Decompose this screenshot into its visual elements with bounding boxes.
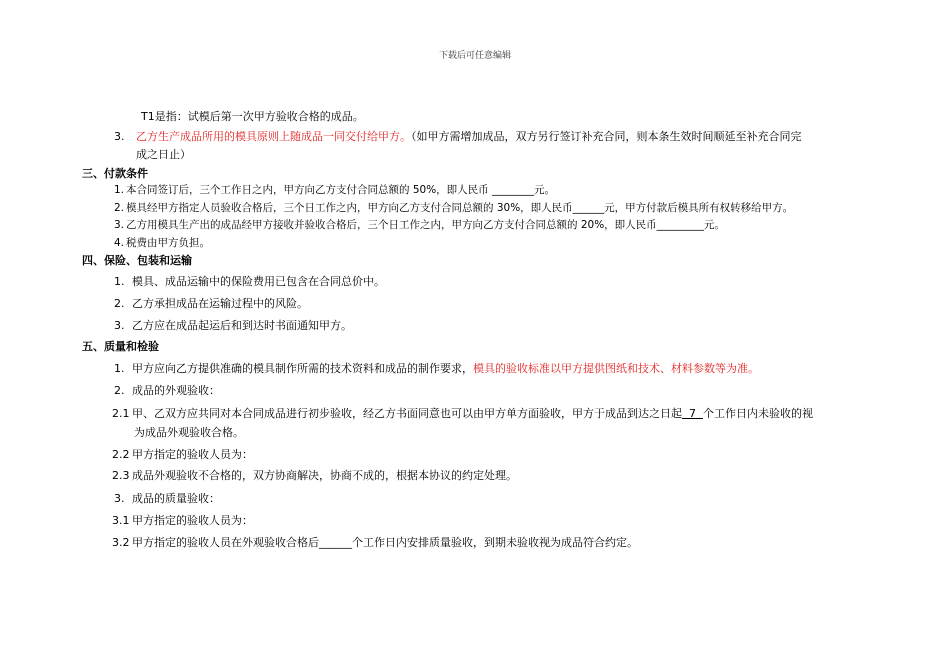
item-text: 成品的质量验收： bbox=[132, 492, 220, 505]
item-text-end: 个工作日内未验收的视 bbox=[703, 407, 813, 420]
item-text: 税费由甲方负担。 bbox=[126, 237, 210, 249]
item-text: 模具、成品运输中的保险费用已包含在合同总价中。 bbox=[132, 275, 385, 288]
t1-definition: T1是指：试模后第一次甲方验收合格的成品。 bbox=[141, 110, 364, 123]
clause-3-continuation: 成之日止） bbox=[136, 148, 191, 161]
item-number: 1. bbox=[114, 184, 125, 196]
section-5-item-3-2 bbox=[112, 536, 638, 550]
item-text: 成品外观验收不合格的，双方协商解决，协商不成的，根据本协议的约定处理。 bbox=[132, 469, 517, 482]
item-text: 成品的外观验收： bbox=[132, 384, 220, 397]
section-5-title: 五、质量和检验 bbox=[82, 340, 159, 353]
item-text: 乙方应在成品起运后和到达时书面通知甲方。 bbox=[132, 319, 352, 332]
item-number: 3.2 bbox=[112, 536, 130, 549]
item-number: 2.3 bbox=[112, 469, 130, 482]
item-number: 3. bbox=[114, 219, 125, 231]
section-5-item-2 bbox=[114, 384, 220, 398]
section-5-item-2-2 bbox=[112, 448, 253, 462]
item-number: 4. bbox=[114, 237, 125, 249]
item-number: 3. bbox=[114, 319, 125, 332]
item-text: 甲方指定的验收人员在外观验收合格后______个工作日内安排质量验收，到期未验收视为成品符合约定。 bbox=[132, 536, 638, 549]
section-4-item-2 bbox=[114, 297, 308, 311]
section-5-item-3-1 bbox=[112, 514, 253, 528]
days-value: 7 bbox=[682, 407, 703, 420]
section-5-item-1 bbox=[114, 362, 759, 376]
section-3-item-1 bbox=[114, 183, 555, 197]
item-number: 3.1 bbox=[112, 514, 130, 527]
item-number: 2. bbox=[114, 384, 125, 397]
item-text: 甲方指定的验收人员为： bbox=[132, 448, 253, 461]
section-4-title: 四、保险、包装和运输 bbox=[82, 254, 192, 267]
item-number: 2. bbox=[114, 202, 125, 214]
item-text: 乙方用模具生产出的成品经甲方接收并验收合格后，三个日工作之内，甲方向乙方支付合同总额的 20%，即人民币_________元。 bbox=[126, 219, 725, 231]
section-3-title: 三、付款条件 bbox=[82, 167, 148, 180]
item-number: 2. bbox=[114, 297, 125, 310]
item-text: 乙方承担成品在运输过程中的风险。 bbox=[132, 297, 308, 310]
clause-3-red-text: 乙方生产成品所用的模具原则上随成品一同交付给甲方。 bbox=[136, 130, 411, 143]
item-number: 1. bbox=[114, 362, 125, 375]
section-5-item-2-3 bbox=[112, 469, 517, 483]
section-3-item-3 bbox=[114, 218, 725, 232]
item-text: 本合同签订后，三个工作日之内，甲方向乙方支付合同总额的 50%，即人民币 ________元。 bbox=[126, 184, 556, 196]
section-5-item-2-1-continuation: 为成品外观验收合格。 bbox=[134, 426, 244, 439]
section-3-item-4 bbox=[114, 236, 210, 250]
item-number: 3. bbox=[114, 492, 125, 505]
clause-3 bbox=[114, 130, 802, 144]
item-red-text: 模具的验收标准以甲方提供图纸和技术、材料参数等为准。 bbox=[473, 362, 759, 375]
clause-3-text: （如甲方需增加成品，双方另行签订补充合同，则本条生效时间顺延至补充合同完 bbox=[411, 130, 802, 143]
item-text: 甲方指定的验收人员为： bbox=[132, 514, 253, 527]
section-4-item-3 bbox=[114, 319, 352, 333]
section-5-item-2-1 bbox=[112, 407, 813, 421]
item-text: 甲方应向乙方提供准确的模具制作所需的技术资料和成品的制作要求， bbox=[132, 362, 473, 375]
clause-3-number: 3. bbox=[114, 130, 125, 143]
item-text: 甲、乙双方应共同对本合同成品进行初步验收，经乙方书面同意也可以由甲方单方面验收，甲方于成品到达之日起 bbox=[132, 407, 682, 420]
item-number: 1. bbox=[114, 275, 125, 288]
item-number: 2.2 bbox=[112, 448, 130, 461]
section-5-item-3 bbox=[114, 492, 220, 506]
section-3-item-2 bbox=[114, 201, 793, 215]
item-text: 模具经甲方指定人员验收合格后，三个日工作之内，甲方向乙方支付合同总额的 30%，即人民币______元，甲方付款后模具所有权转移给甲方。 bbox=[126, 202, 794, 214]
section-4-item-1 bbox=[114, 275, 385, 289]
page-header: 下载后可任意编辑 bbox=[438, 51, 511, 61]
item-number: 2.1 bbox=[112, 407, 130, 420]
